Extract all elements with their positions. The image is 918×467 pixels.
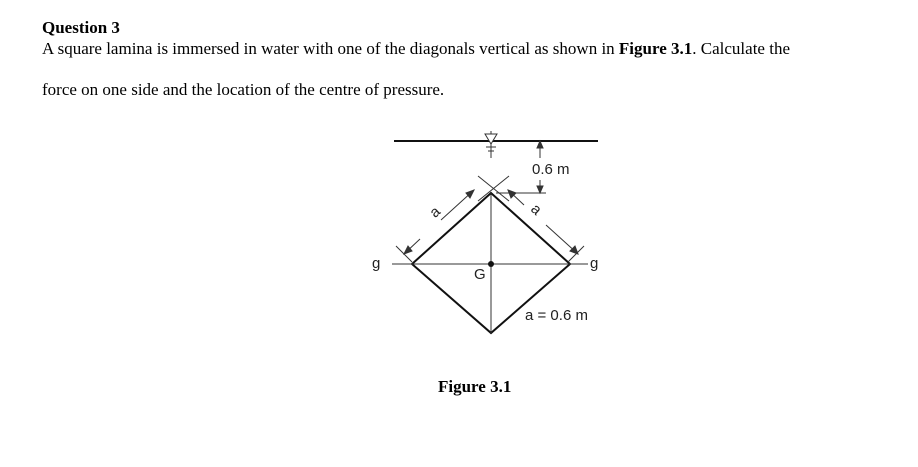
- side-dimension-right: [508, 190, 584, 262]
- side-dimension-left: [396, 190, 474, 262]
- depth-label: 0.6 m: [532, 161, 570, 178]
- figure-caption: Figure 3.1: [438, 377, 512, 396]
- axis-label-right: g: [590, 255, 599, 272]
- question-line-1-start: A square lamina is immersed in water with one of the diagonals vertical as shown in: [42, 39, 619, 58]
- question-line-1-end: . Calculate the: [692, 39, 790, 58]
- given-dimension-label: a = 0.6 m: [525, 307, 588, 324]
- question-title: Question 3: [42, 18, 120, 37]
- centroid-label: G: [474, 266, 486, 283]
- question-line-2: force on one side and the location of the centre of pressure.: [42, 80, 445, 99]
- free-surface-symbol: [485, 131, 497, 158]
- axis-label-left: g: [372, 255, 381, 272]
- figure-reference: Figure 3.1: [618, 39, 693, 58]
- centroid-point: [488, 261, 494, 267]
- side-label-left: a: [426, 203, 444, 222]
- side-label-right: a: [527, 200, 545, 219]
